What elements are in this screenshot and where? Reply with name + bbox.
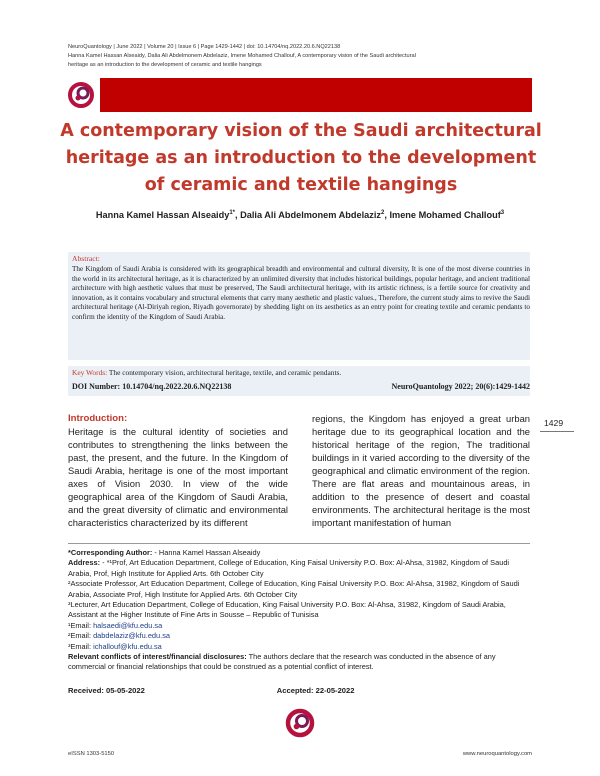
footer-logo-icon: [283, 706, 317, 740]
intro-heading: Introduction:: [68, 413, 128, 424]
author-2-affil: 2: [381, 210, 385, 216]
author-2: Dalia Ali Abdelmonem Abdelaziz: [240, 210, 382, 221]
journal-header: [68, 43, 538, 70]
email-1-label: ¹Email:: [68, 620, 94, 630]
intro-paragraph-right: regions, the Kingdom has enjoyed a great urban heritage due to its geographical location and the historical heritage of the region, The traditional buildings in it varied according to the diversity of the geographical and climatic environment of the region. There are flat areas and mountainous areas, in addition to the presence of desert and coastal environments. The architectural heritage is the most important manifestation of human: [312, 413, 530, 528]
body-column-left: [68, 412, 288, 529]
header-line-2: Hanna Kamel Hassan Alseaidy, Dalia Ali Abdelmonem Abdelaziz, Imene Mohamed Challouf, A contemporary vision of the Saudi architectural: [68, 53, 416, 59]
conflict-text: The authors declare that the research was conducted in the absence of any commercial or financial relationships that could be construed as a potential conflict of interest.: [68, 652, 496, 672]
email-2-label: ²Email:: [68, 631, 94, 641]
abstract-label: Abstract:: [72, 254, 100, 263]
keywords: [72, 368, 341, 377]
author-1-affil: 1*: [229, 210, 235, 216]
corresponding-label: *Corresponding Author:: [68, 548, 153, 557]
footer-eissn: eISSN 1303-5150: [68, 751, 115, 757]
address-1: [68, 558, 532, 579]
keywords-text: The contemporary vision, architectural heritage, textile, and ceramic pendants.: [108, 368, 342, 377]
intro-paragraph-left: Heritage is the cultural identity of societies and contributes to strengthening the links between the past, the present, and the future. In the Kingdom of Saudi Arabia, heritage is one of the most important axes of Vision 2030. In view of the wide geographical area of the Kingdom of Saudi Arabia, and the great diversity of climatic and environmental characteristics characterized by its different: [68, 426, 288, 528]
address-1-text: - *¹Prof, Art Education Department, College of Education, King Faisal University P.O. Box: Al-Ahsa, 31982, Kingdom of Saudi Arabia, Prof, High Institute for Applied Arts. 6th October City: [68, 558, 510, 578]
header-line-1: NeuroQuantology | June 2022 | Volume 20 | Issue 6 | Page 1429-1442 | doi: 10.14704/nq.2022.20.6.NQ22138: [68, 44, 341, 50]
received-date: Received: 05-05-2022: [68, 686, 145, 695]
address-label: Address:: [68, 558, 101, 568]
footer-website[interactable]: www.neuroquantology.com: [462, 751, 532, 757]
email-2: [68, 631, 532, 641]
email-1-link[interactable]: halsaedi@kfu.edu.sa: [93, 620, 163, 630]
email-3-label: ³Email:: [68, 641, 94, 651]
conflict-label: Relevant conflicts of interest/financial disclosures:: [68, 652, 247, 662]
header-line-3: heritage as an introduction to the development of ceramic and textile hangings: [68, 62, 262, 68]
accepted-date: Accepted: 22-05-2022: [276, 686, 355, 695]
address-2: ²Associate Professor, Art Education Department, College of Education, King Faisal University P.O. Box: Al-Ahsa, 31982, Kingdom of Saudi Arabia, Associate Prof, High Institute for Applied Arts. 6th October City: [68, 579, 520, 599]
header-red-bar: [100, 78, 532, 112]
footnote-separator: [68, 543, 530, 544]
page-number-rule: [540, 431, 574, 432]
author-3: Imene Mohamed Challouf: [389, 210, 501, 221]
abstract-text: The Kingdom of Saudi Arabia is considered with its geographical breadth and environmental and cultural diversity, It is one of the most diverse countries in the world in its architectural heritage, as it is characterized by an unlimited diversity that includes historical buildings, popular heritage, and ancient traditional architecture with high aesthetic values that must be preserved, The Saudi architectural heritage, with its artistic richness, is a fertile source for creativity and innovation, as it contains vocabulary and structural elements that carry many aesthetic and plastic values., Therefore, the current study aims to revive the Saudi architectural heritage (Al-Diriyah region, Riyadh governorate) by shedding light on its aesthetics as an entry point for creating textile and ceramic pendants to confirm the identity of the Kingdom of Saudi Arabia.: [72, 265, 530, 321]
email-1: [68, 621, 532, 631]
author-3-affil: 3: [500, 210, 505, 216]
email-3: [68, 642, 532, 652]
doi-number: DOI Number: 10.14704/nq.2022.20.6.NQ22138: [72, 382, 232, 391]
email-2-link[interactable]: dabdelaziz@kfu.edu.sa: [93, 631, 171, 641]
journal-citation: NeuroQuantology 2022; 20(6):1429-1442: [391, 382, 530, 391]
address-3: ³Lecturer, Art Education Department, College of Education, King Faisal University P.O. Box: Al-Ahsa, 31982, Kingdom of Saudi Arabia, Assistant at the Higher Institute of Fine Arts in Sousse – Republic of Tunisisa: [68, 600, 506, 620]
keywords-label: Key Words:: [72, 368, 108, 377]
body-column-right: [312, 412, 530, 529]
conflict-statement: [68, 652, 532, 673]
corresponding-author: [68, 548, 532, 558]
author-list: Hanna Kamel Hassan Alseaidy$^{1*}$, Dalia Ali Abdelmonem Abdelaziz$^2$, Imene Mohamed Challouf$^3$: [95, 210, 505, 221]
corresponding-name: - Hanna Kamel Hassan Alseaidy: [152, 548, 261, 557]
email-3-link[interactable]: ichallouf@kfu.edu.sa: [93, 641, 162, 651]
dates-row: [68, 686, 532, 695]
footnotes: [68, 548, 532, 673]
page-number: 1429: [544, 418, 564, 428]
journal-logo-icon: [66, 80, 96, 110]
paper-title: A contemporary vision of the Saudi architectural heritage as an introduction to the development of ceramic and textile hangings: [60, 121, 542, 195]
author-1: Hanna Kamel Hassan Alseaidy: [95, 210, 230, 221]
